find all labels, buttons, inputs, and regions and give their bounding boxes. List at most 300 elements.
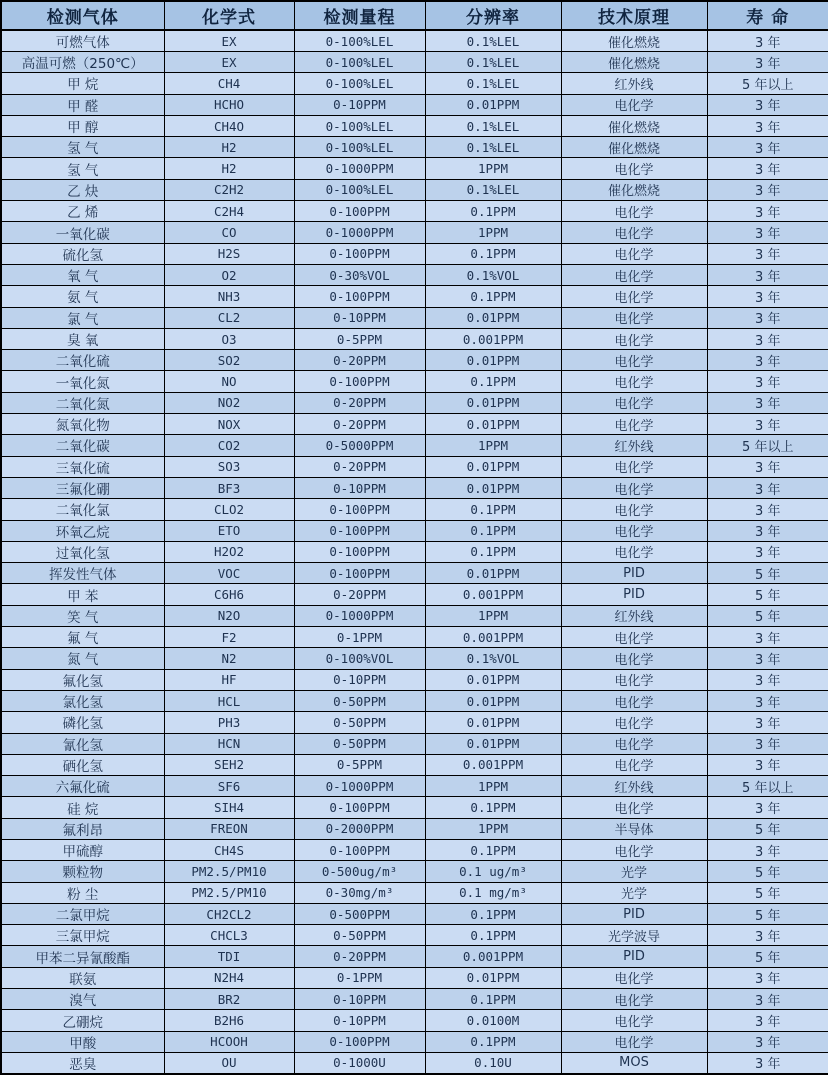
cell-formula: H2	[164, 158, 294, 179]
cell-lifespan: 3 年	[707, 690, 828, 711]
cell-resolution: 0.1PPM	[425, 925, 561, 946]
cell-resolution: 0.01PPM	[425, 307, 561, 328]
table-row	[1, 201, 828, 222]
table-header	[1, 1, 828, 30]
column-header-formula: 化学式	[164, 1, 294, 30]
cell-gas: 高温可燃（250℃）	[1, 52, 164, 73]
cell-formula: HCHO	[164, 94, 294, 115]
table-row	[1, 925, 828, 946]
cell-range: 0-100%LEL	[294, 179, 425, 200]
cell-principle: 电化学	[561, 392, 707, 413]
cell-resolution: 0.1PPM	[425, 286, 561, 307]
cell-range: 0-50PPM	[294, 733, 425, 754]
cell-resolution: 0.1PPM	[425, 903, 561, 924]
cell-formula: N2O	[164, 605, 294, 626]
cell-lifespan: 3 年	[707, 328, 828, 349]
cell-principle: 电化学	[561, 456, 707, 477]
cell-principle: 电化学	[561, 627, 707, 648]
cell-resolution: 1PPM	[425, 222, 561, 243]
cell-resolution: 0.1PPM	[425, 499, 561, 520]
cell-lifespan: 3 年	[707, 222, 828, 243]
cell-lifespan: 3 年	[707, 1031, 828, 1052]
cell-formula: OU	[164, 1052, 294, 1074]
cell-range: 0-100%LEL	[294, 73, 425, 94]
cell-lifespan: 5 年	[707, 563, 828, 584]
cell-principle: 光学	[561, 861, 707, 882]
cell-gas: 氧 气	[1, 264, 164, 285]
cell-principle: 电化学	[561, 690, 707, 711]
cell-principle: 电化学	[561, 712, 707, 733]
cell-lifespan: 3 年	[707, 925, 828, 946]
table-row	[1, 690, 828, 711]
cell-resolution: 0.1%VOL	[425, 648, 561, 669]
cell-formula: EX	[164, 30, 294, 52]
cell-formula: C6H6	[164, 584, 294, 605]
cell-lifespan: 5 年	[707, 861, 828, 882]
cell-formula: SIH4	[164, 797, 294, 818]
cell-formula: H2O2	[164, 541, 294, 562]
cell-principle: 电化学	[561, 1010, 707, 1031]
table-row	[1, 839, 828, 860]
cell-range: 0-5PPM	[294, 754, 425, 775]
cell-gas: 氨 气	[1, 286, 164, 307]
cell-range: 0-20PPM	[294, 584, 425, 605]
cell-lifespan: 3 年	[707, 52, 828, 73]
cell-gas: 氟利昂	[1, 818, 164, 839]
cell-gas: 可燃气体	[1, 30, 164, 52]
cell-range: 0-1000PPM	[294, 158, 425, 179]
cell-resolution: 0.01PPM	[425, 392, 561, 413]
cell-range: 0-10PPM	[294, 477, 425, 498]
cell-gas: 三氧化硫	[1, 456, 164, 477]
cell-lifespan: 3 年	[707, 967, 828, 988]
cell-principle: 电化学	[561, 264, 707, 285]
table-row	[1, 115, 828, 136]
cell-principle: 电化学	[561, 754, 707, 775]
cell-gas: 氯化氢	[1, 690, 164, 711]
cell-gas: 二氧化硫	[1, 350, 164, 371]
cell-principle: 电化学	[561, 371, 707, 392]
cell-lifespan: 3 年	[707, 243, 828, 264]
cell-principle: 电化学	[561, 243, 707, 264]
cell-principle: PID	[561, 563, 707, 584]
cell-gas: 甲 烷	[1, 73, 164, 94]
table-row	[1, 435, 828, 456]
cell-principle: 电化学	[561, 94, 707, 115]
table-row	[1, 903, 828, 924]
cell-gas: 乙 烯	[1, 201, 164, 222]
cell-formula: FREON	[164, 818, 294, 839]
cell-range: 0-100PPM	[294, 839, 425, 860]
table-row	[1, 350, 828, 371]
cell-range: 0-100%VOL	[294, 648, 425, 669]
cell-lifespan: 5 年	[707, 584, 828, 605]
table-row	[1, 30, 828, 52]
table-row	[1, 158, 828, 179]
cell-gas: 甲硫醇	[1, 839, 164, 860]
cell-gas: 乙 炔	[1, 179, 164, 200]
cell-range: 0-5PPM	[294, 328, 425, 349]
cell-principle: 电化学	[561, 158, 707, 179]
cell-lifespan: 3 年	[707, 179, 828, 200]
cell-formula: CL2	[164, 307, 294, 328]
cell-formula: CH2CL2	[164, 903, 294, 924]
cell-principle: 电化学	[561, 222, 707, 243]
cell-principle: 半导体	[561, 818, 707, 839]
cell-formula: BF3	[164, 477, 294, 498]
cell-formula: PH3	[164, 712, 294, 733]
cell-lifespan: 3 年	[707, 392, 828, 413]
cell-resolution: 0.01PPM	[425, 690, 561, 711]
cell-gas: 一氧化氮	[1, 371, 164, 392]
cell-formula: PM2.5/PM10	[164, 882, 294, 903]
cell-principle: 电化学	[561, 520, 707, 541]
cell-gas: 溴气	[1, 989, 164, 1010]
cell-gas: 三氯甲烷	[1, 925, 164, 946]
cell-resolution: 0.01PPM	[425, 94, 561, 115]
table-row	[1, 243, 828, 264]
cell-gas: 六氟化硫	[1, 776, 164, 797]
cell-resolution: 0.001PPM	[425, 754, 561, 775]
table-row	[1, 648, 828, 669]
cell-lifespan: 3 年	[707, 286, 828, 307]
cell-lifespan: 3 年	[707, 350, 828, 371]
cell-range: 0-100PPM	[294, 797, 425, 818]
table-row	[1, 264, 828, 285]
cell-lifespan: 3 年	[707, 754, 828, 775]
table-row	[1, 605, 828, 626]
cell-range: 0-10PPM	[294, 669, 425, 690]
cell-range: 0-100%LEL	[294, 115, 425, 136]
cell-formula: CH4O	[164, 115, 294, 136]
cell-gas: 过氧化氢	[1, 541, 164, 562]
cell-formula: SEH2	[164, 754, 294, 775]
cell-lifespan: 3 年	[707, 477, 828, 498]
cell-formula: N2H4	[164, 967, 294, 988]
cell-formula: NO	[164, 371, 294, 392]
table-row	[1, 392, 828, 413]
cell-resolution: 0.001PPM	[425, 946, 561, 967]
cell-formula: SO3	[164, 456, 294, 477]
cell-resolution: 0.1PPM	[425, 989, 561, 1010]
table-row	[1, 73, 828, 94]
cell-formula: SO2	[164, 350, 294, 371]
cell-range: 0-20PPM	[294, 414, 425, 435]
table-row	[1, 137, 828, 158]
cell-principle: 电化学	[561, 286, 707, 307]
table-row	[1, 179, 828, 200]
cell-lifespan: 5 年	[707, 605, 828, 626]
table-row	[1, 520, 828, 541]
cell-principle: 电化学	[561, 797, 707, 818]
column-header-lifespan: 寿 命	[707, 1, 828, 30]
cell-formula: NH3	[164, 286, 294, 307]
cell-resolution: 0.01PPM	[425, 712, 561, 733]
cell-gas: 硅 烷	[1, 797, 164, 818]
table-row	[1, 286, 828, 307]
cell-formula: H2	[164, 137, 294, 158]
cell-principle: 电化学	[561, 733, 707, 754]
cell-formula: HCN	[164, 733, 294, 754]
column-header-gas: 检测气体	[1, 1, 164, 30]
table-body	[1, 30, 828, 1074]
cell-resolution: 0.1%LEL	[425, 52, 561, 73]
cell-range: 0-1000PPM	[294, 776, 425, 797]
cell-range: 0-10PPM	[294, 1010, 425, 1031]
cell-gas: 一氧化碳	[1, 222, 164, 243]
cell-lifespan: 3 年	[707, 839, 828, 860]
table-row	[1, 222, 828, 243]
cell-resolution: 0.1PPM	[425, 1031, 561, 1052]
cell-lifespan: 5 年	[707, 903, 828, 924]
cell-principle: 红外线	[561, 435, 707, 456]
cell-resolution: 1PPM	[425, 435, 561, 456]
cell-resolution: 0.01PPM	[425, 733, 561, 754]
cell-gas: 二氧化碳	[1, 435, 164, 456]
cell-gas: 氟化氢	[1, 669, 164, 690]
cell-gas: 联氨	[1, 967, 164, 988]
cell-lifespan: 3 年	[707, 712, 828, 733]
table-row	[1, 754, 828, 775]
cell-range: 0-10PPM	[294, 94, 425, 115]
cell-formula: HCOOH	[164, 1031, 294, 1052]
cell-lifespan: 3 年	[707, 1052, 828, 1074]
cell-resolution: 0.1%LEL	[425, 115, 561, 136]
table-row	[1, 1052, 828, 1074]
cell-principle: 电化学	[561, 648, 707, 669]
cell-formula: HF	[164, 669, 294, 690]
cell-resolution: 0.1PPM	[425, 371, 561, 392]
table-row	[1, 94, 828, 115]
cell-principle: 电化学	[561, 307, 707, 328]
cell-formula: CLO2	[164, 499, 294, 520]
cell-resolution: 0.1PPM	[425, 541, 561, 562]
cell-lifespan: 3 年	[707, 669, 828, 690]
table-row	[1, 733, 828, 754]
cell-lifespan: 3 年	[707, 201, 828, 222]
cell-range: 0-1000PPM	[294, 605, 425, 626]
table-row	[1, 541, 828, 562]
cell-formula: NOX	[164, 414, 294, 435]
table-row	[1, 499, 828, 520]
cell-range: 0-100PPM	[294, 1031, 425, 1052]
cell-resolution: 0.01PPM	[425, 669, 561, 690]
cell-lifespan: 3 年	[707, 371, 828, 392]
cell-lifespan: 3 年	[707, 541, 828, 562]
cell-lifespan: 3 年	[707, 627, 828, 648]
cell-principle: 电化学	[561, 477, 707, 498]
cell-principle: 电化学	[561, 839, 707, 860]
cell-range: 0-10PPM	[294, 307, 425, 328]
cell-range: 0-20PPM	[294, 392, 425, 413]
cell-resolution: 0.1%LEL	[425, 137, 561, 158]
cell-resolution: 1PPM	[425, 605, 561, 626]
cell-gas: 氢 气	[1, 137, 164, 158]
cell-lifespan: 3 年	[707, 307, 828, 328]
cell-range: 0-1000U	[294, 1052, 425, 1074]
cell-resolution: 0.1%LEL	[425, 179, 561, 200]
table-row	[1, 882, 828, 903]
cell-lifespan: 5 年以上	[707, 776, 828, 797]
cell-gas: 甲 苯	[1, 584, 164, 605]
cell-lifespan: 3 年	[707, 989, 828, 1010]
cell-lifespan: 3 年	[707, 30, 828, 52]
cell-lifespan: 5 年	[707, 818, 828, 839]
table-row	[1, 797, 828, 818]
cell-resolution: 0.01PPM	[425, 414, 561, 435]
cell-range: 0-50PPM	[294, 712, 425, 733]
cell-gas: 硫化氢	[1, 243, 164, 264]
table-row	[1, 456, 828, 477]
cell-formula: BR2	[164, 989, 294, 1010]
cell-formula: O2	[164, 264, 294, 285]
cell-gas: 二氯甲烷	[1, 903, 164, 924]
cell-range: 0-500PPM	[294, 903, 425, 924]
cell-principle: 电化学	[561, 669, 707, 690]
cell-formula: C2H2	[164, 179, 294, 200]
cell-formula: HCL	[164, 690, 294, 711]
table-row	[1, 861, 828, 882]
column-header-resolution: 分辨率	[425, 1, 561, 30]
table-row	[1, 989, 828, 1010]
cell-resolution: 0.1%LEL	[425, 30, 561, 52]
cell-resolution: 0.1PPM	[425, 797, 561, 818]
cell-gas: 甲苯二异氰酸酯	[1, 946, 164, 967]
cell-range: 0-100PPM	[294, 541, 425, 562]
cell-formula: N2	[164, 648, 294, 669]
cell-formula: H2S	[164, 243, 294, 264]
cell-range: 0-30%VOL	[294, 264, 425, 285]
cell-range: 0-1PPM	[294, 967, 425, 988]
table-row	[1, 1010, 828, 1031]
cell-formula: EX	[164, 52, 294, 73]
cell-gas: 粉 尘	[1, 882, 164, 903]
cell-lifespan: 5 年以上	[707, 73, 828, 94]
cell-gas: 笑 气	[1, 605, 164, 626]
cell-resolution: 0.01PPM	[425, 967, 561, 988]
cell-lifespan: 3 年	[707, 158, 828, 179]
cell-principle: 电化学	[561, 541, 707, 562]
cell-gas: 颗粒物	[1, 861, 164, 882]
cell-lifespan: 3 年	[707, 115, 828, 136]
cell-range: 0-5000PPM	[294, 435, 425, 456]
cell-gas: 氮 气	[1, 648, 164, 669]
cell-formula: TDI	[164, 946, 294, 967]
cell-lifespan: 5 年	[707, 882, 828, 903]
cell-gas: 磷化氢	[1, 712, 164, 733]
cell-lifespan: 3 年	[707, 733, 828, 754]
cell-formula: NO2	[164, 392, 294, 413]
table-row	[1, 52, 828, 73]
cell-formula: CHCL3	[164, 925, 294, 946]
cell-range: 0-1PPM	[294, 627, 425, 648]
cell-resolution: 0.1 ug/m³	[425, 861, 561, 882]
cell-lifespan: 3 年	[707, 797, 828, 818]
cell-lifespan: 3 年	[707, 414, 828, 435]
cell-range: 0-20PPM	[294, 456, 425, 477]
cell-gas: 恶臭	[1, 1052, 164, 1074]
table-row	[1, 712, 828, 733]
table-row	[1, 967, 828, 988]
cell-principle: 电化学	[561, 1031, 707, 1052]
cell-principle: 电化学	[561, 414, 707, 435]
table-row	[1, 584, 828, 605]
column-header-principle: 技术原理	[561, 1, 707, 30]
table-row	[1, 669, 828, 690]
cell-principle: 光学	[561, 882, 707, 903]
cell-gas: 二氧化氮	[1, 392, 164, 413]
cell-formula: SF6	[164, 776, 294, 797]
table-row	[1, 371, 828, 392]
cell-gas: 甲 醛	[1, 94, 164, 115]
cell-resolution: 0.01PPM	[425, 477, 561, 498]
table-row	[1, 307, 828, 328]
cell-range: 0-100PPM	[294, 286, 425, 307]
cell-range: 0-10PPM	[294, 989, 425, 1010]
cell-gas: 氰化氢	[1, 733, 164, 754]
table-row	[1, 563, 828, 584]
cell-range: 0-100PPM	[294, 563, 425, 584]
cell-resolution: 0.0100M	[425, 1010, 561, 1031]
cell-resolution: 0.001PPM	[425, 584, 561, 605]
cell-principle: PID	[561, 903, 707, 924]
cell-gas: 乙硼烷	[1, 1010, 164, 1031]
cell-lifespan: 3 年	[707, 264, 828, 285]
cell-range: 0-1000PPM	[294, 222, 425, 243]
table-row	[1, 328, 828, 349]
cell-gas: 臭 氧	[1, 328, 164, 349]
cell-principle: MOS	[561, 1052, 707, 1074]
cell-principle: 电化学	[561, 328, 707, 349]
column-header-range: 检测量程	[294, 1, 425, 30]
cell-range: 0-100PPM	[294, 201, 425, 222]
cell-resolution: 1PPM	[425, 158, 561, 179]
cell-principle: 催化燃烧	[561, 137, 707, 158]
cell-resolution: 0.001PPM	[425, 328, 561, 349]
cell-principle: 红外线	[561, 73, 707, 94]
cell-gas: 氮氧化物	[1, 414, 164, 435]
cell-range: 0-100PPM	[294, 371, 425, 392]
cell-principle: 电化学	[561, 967, 707, 988]
cell-range: 0-100%LEL	[294, 137, 425, 158]
cell-range: 0-100PPM	[294, 520, 425, 541]
cell-range: 0-50PPM	[294, 925, 425, 946]
cell-formula: ETO	[164, 520, 294, 541]
cell-gas: 挥发性气体	[1, 563, 164, 584]
cell-lifespan: 5 年以上	[707, 435, 828, 456]
cell-range: 0-20PPM	[294, 350, 425, 371]
cell-resolution: 0.1%LEL	[425, 73, 561, 94]
cell-resolution: 0.01PPM	[425, 350, 561, 371]
cell-resolution: 0.1%VOL	[425, 264, 561, 285]
cell-lifespan: 5 年	[707, 946, 828, 967]
cell-range: 0-2000PPM	[294, 818, 425, 839]
cell-principle: 电化学	[561, 201, 707, 222]
cell-lifespan: 3 年	[707, 1010, 828, 1031]
cell-resolution: 0.1PPM	[425, 201, 561, 222]
cell-lifespan: 3 年	[707, 499, 828, 520]
table-row	[1, 477, 828, 498]
cell-gas: 环氧乙烷	[1, 520, 164, 541]
cell-gas: 硒化氢	[1, 754, 164, 775]
table-row	[1, 818, 828, 839]
cell-resolution: 0.10U	[425, 1052, 561, 1074]
cell-formula: O3	[164, 328, 294, 349]
cell-principle: 催化燃烧	[561, 115, 707, 136]
cell-resolution: 0.001PPM	[425, 627, 561, 648]
cell-resolution: 1PPM	[425, 776, 561, 797]
cell-principle: 红外线	[561, 605, 707, 626]
